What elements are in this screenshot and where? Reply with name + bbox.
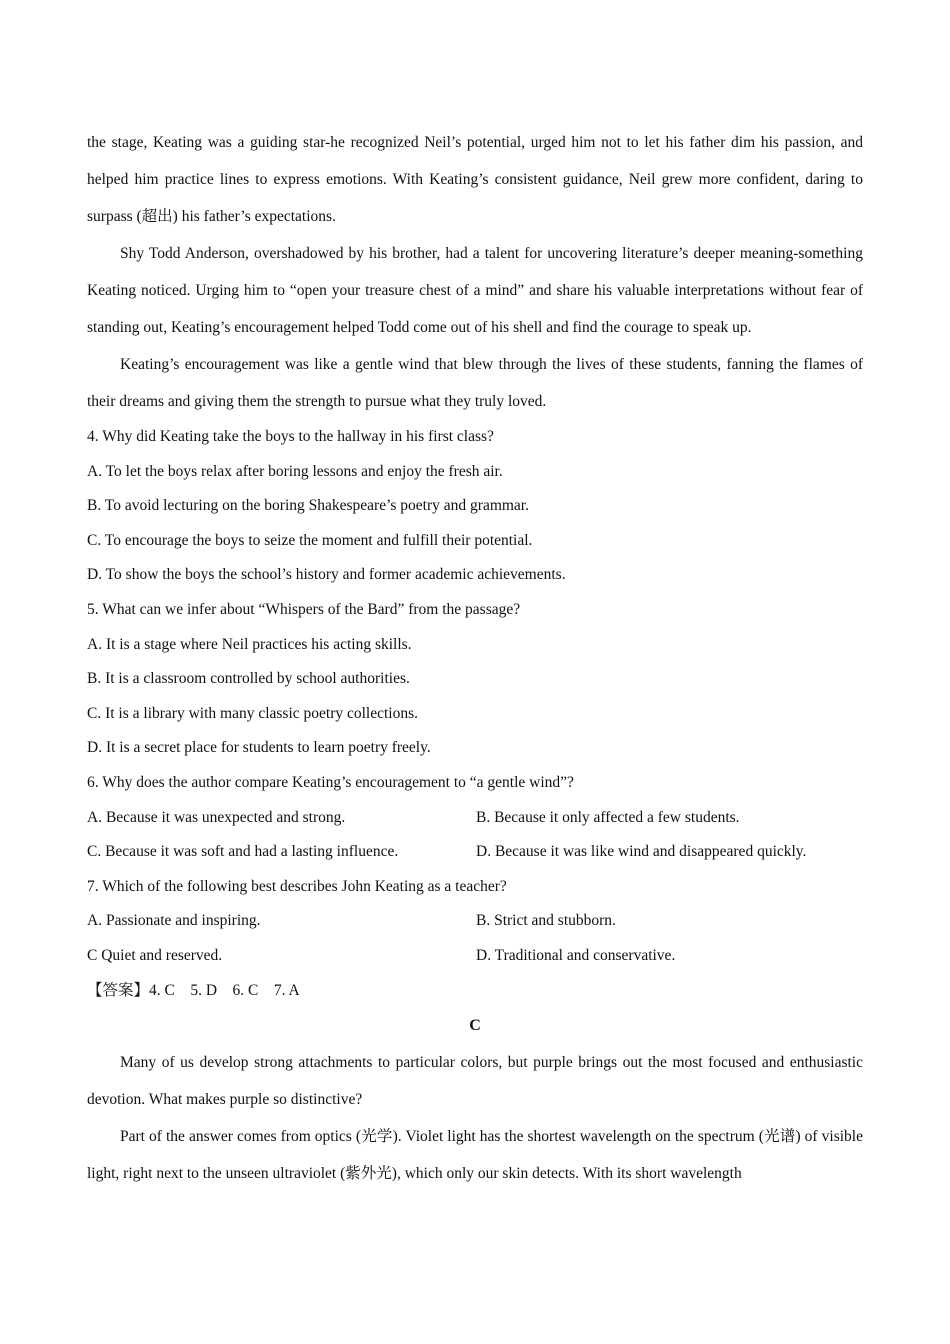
passage-b-paragraph-3: Keating’s encouragement was like a gentle wind that blew through the lives of these students, fanning the flames of their dreams and giving them the strength to pursue what they truly loved. (87, 356, 863, 410)
question-4-stem: 4. Why did Keating take the boys to the hallway in his first class? (87, 428, 494, 445)
question-4-option-a: A. To let the boys relax after boring lessons and enjoy the fresh air. (87, 462, 503, 480)
question-6-option-b: B. Because it only affected a few students. (476, 808, 740, 826)
section-c-title: C (469, 1017, 481, 1035)
question-6-stem: 6. Why does the author compare Keating’s encouragement to “a gentle wind”? (87, 773, 574, 791)
passage-c-paragraph-1: Many of us develop strong attachments to particular colors, but purple brings out the most focused and enthusiastic devotion. What makes purple so distinctive? (87, 1054, 863, 1109)
question-7-options-row-1 (87, 904, 863, 939)
question-4-option-d: D. To show the boys the school’s history and former academic achievements. (87, 566, 566, 584)
question-7-stem: 7. Which of the following best describes John Keating as a teacher? (87, 877, 507, 895)
question-5-option-a: A. It is a stage where Neil practices his acting skills. (87, 635, 412, 653)
question-6-option-a: A. Because it was unexpected and strong. (87, 808, 346, 826)
answer-key (87, 974, 863, 1009)
question-7-option-d: D. Traditional and conservative. (476, 946, 676, 964)
question-5-option-b: B. It is a classroom controlled by school authorities. (87, 670, 410, 688)
question-5-option-d: D. It is a secret place for students to learn poetry freely. (87, 739, 431, 757)
question-4-option-b: B. To avoid lecturing on the boring Shakespeare’s poetry and grammar. (87, 497, 529, 515)
question-5 (87, 593, 863, 766)
question-7-options-row-2 (87, 939, 863, 974)
passage-b-paragraph-2: Shy Todd Anderson, overshadowed by his brother, had a talent for uncovering literature’s deeper meaning-something Keating noticed. Urging him to “open your treasure chest of a mind” and share his valuable interpretations without fear of standing out, Keating’s encouragement helped Todd come out of his shell and find the courage to speak up. (87, 245, 863, 336)
question-7 (87, 870, 863, 974)
question-5-option-c: C. It is a library with many classic poetry collections. (87, 704, 419, 722)
document-page (87, 124, 863, 1192)
question-5-stem: 5. What can we infer about “Whispers of the Bard” from the passage? (87, 600, 521, 618)
passage-b-paragraph-1: the stage, Keating was a guiding star-he recognized Neil’s potential, urged him not to let his father dim his passion, and helped him practice lines to express emotions. With Keating’s consistent guidance, Neil grew more confident, daring to surpass (超出) his father’s expectations. (87, 134, 863, 225)
question-7-option-b: B. Strict and stubborn. (476, 912, 616, 930)
question-6-options-row-2 (87, 835, 863, 870)
question-4 (87, 420, 863, 593)
question-6-options-row-1 (87, 801, 863, 836)
question-7-option-a: A. Passionate and inspiring. (87, 912, 261, 930)
question-7-option-c: C Quiet and reserved. (87, 946, 223, 964)
answer-text: 4. C 5. D 6. C 7. A (149, 981, 300, 999)
answer-label: 【答案】 (87, 981, 150, 999)
passage-c-paragraph-2: Part of the answer comes from optics (光学). Violet light has the shortest wavelength on the spectrum (光谱) of visible light, right next to the unseen ultraviolet (紫外光), which only our skin detects. With its short wavelength (87, 1128, 863, 1183)
question-6 (87, 766, 863, 870)
question-4-option-c: C. To encourage the boys to seize the moment and fulfill their potential. (87, 531, 533, 549)
question-6-option-d: D. Because it was like wind and disappeared quickly. (476, 843, 807, 861)
question-6-option-c: C. Because it was soft and had a lasting influence. (87, 843, 399, 861)
